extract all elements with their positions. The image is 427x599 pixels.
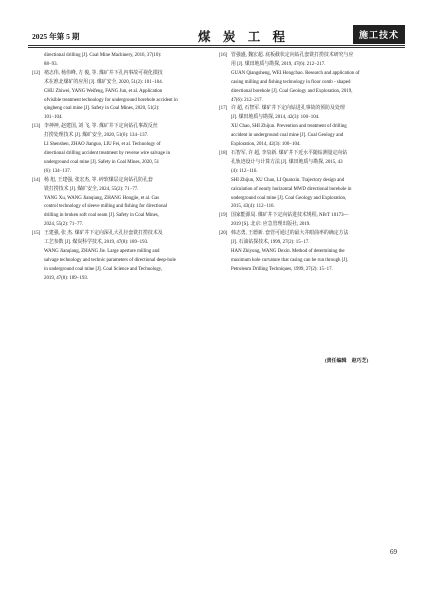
- reference-line: drilling in broken soft coal seam [J]. Safety in Coal Mines,: [44, 213, 159, 219]
- reference-line: 许 超, 石智军. 煤矿井下定向钻进孔事故的预防及处理: [231, 106, 345, 112]
- reference-entry: [32, 123, 208, 176]
- reference-line: calculation of nearly horizontal MWD directional borehole in: [231, 186, 352, 192]
- reference-line: salvage technology and technic parameters of directional deep-hole: [44, 257, 176, 263]
- reference-line: XU Chao, SHI Zhijun. Prevention and treatment of drilling: [231, 124, 347, 130]
- reference-line: 管强盛, 魏宏超. 底板截状定向钻孔套铣打捞技术研究与应: [231, 53, 354, 58]
- reference-line: 101−104.: [44, 115, 63, 121]
- reference-line: 88−93.: [44, 61, 58, 67]
- reference-line: directional borehole [J]. Coal Geology and Exploration, 2019,: [231, 88, 353, 94]
- reference-entry: [219, 150, 395, 212]
- reference-entry: [32, 52, 208, 70]
- reference-entry: [219, 230, 395, 275]
- journal-title: 煤 炭 工 程: [198, 29, 290, 44]
- reference-line: maximum hole curvature that casing can be run through [J].: [231, 257, 349, 263]
- header-rule-thin: [28, 47, 405, 48]
- reference-number: [18]: [219, 150, 228, 156]
- reference-line: qingbeng coal mine [J]. Safety in Coal Mines, 2020, 51(2):: [44, 106, 160, 112]
- reference-number: [20]: [219, 231, 228, 237]
- reference-line: 工艺参数 [J]. 煤炭科学技术, 2019, 47(8): 189−193.: [44, 240, 149, 246]
- reference-line: 2019, 47(8): 189−193.: [44, 275, 89, 281]
- reference-entry: [219, 52, 395, 105]
- issue-label: 2025 年第 5 期: [32, 32, 80, 41]
- reference-line: in underground coal mine [J]. Coal Science and Technology,: [44, 266, 163, 272]
- reference-number: [12]: [32, 70, 41, 76]
- reference-line: directional drilling [J]. Coal Mine Machinery, 2016, 37(10):: [44, 53, 162, 58]
- reference-line: 铣打捞技术 [J]. 煤矿安全, 2024, 55(2): 71−77.: [44, 186, 139, 192]
- reference-line: 石智军, 许 超, 李泉新. 煤矿井下近水平随钻测量定向钻: [231, 150, 348, 156]
- references-left-column: [32, 52, 208, 284]
- reference-entry: [219, 105, 395, 150]
- reference-line: underground coal mine [J]. Coal Geology and Exploration,: [231, 195, 347, 201]
- reference-line: 褚志伟, 杨伟峰, 方 俊, 等. 煤矿井下孔内事故可视化摸技: [44, 70, 163, 76]
- reference-number: [14]: [32, 177, 41, 183]
- reference-line: 李神神, 赵建国, 刘 飞, 等. 煤矿井下定向钻孔事故反丝: [44, 124, 158, 130]
- reference-number: [19]: [219, 213, 228, 219]
- header-rule: [28, 45, 405, 46]
- reference-line: 杨 旭, 王建强, 张宏杰, 等. 碎软煤层定向钻孔防孔套: [44, 177, 153, 183]
- reference-line: 用 [J]. 煤田地质与勘探, 2019, 47(6): 212−217.: [231, 61, 326, 67]
- reference-line: ofvisible treatment technology for underground borehole accident in: [44, 97, 178, 103]
- reference-line: casing milling and fishing technology in floor comb - shaped: [231, 79, 351, 85]
- reference-line: 打捞处理技术 [J]. 煤矿安全, 2020, 51(6): 134−137.: [44, 133, 149, 139]
- reference-entry: [219, 212, 395, 230]
- reference-line: accident in underground coal mine [J]. Coal Geology and: [231, 133, 344, 139]
- section-badge: 施工技术: [353, 25, 405, 44]
- reference-line: WANG Jianqiang, ZHANG Jie. Large aperture milling and: [44, 248, 160, 254]
- reference-line: 术在淮北煤矿的应用 [J]. 煤矿安全, 2020, 51(2): 101−104.: [44, 79, 163, 85]
- reference-line: Exploration, 2014, 42(3): 100−104.: [231, 142, 301, 148]
- reference-entry: [32, 230, 208, 283]
- reference-line: 韩志勇, 王德新. 套管可通过的最大井眼曲率的确定方法: [231, 231, 349, 237]
- reference-entry: [32, 70, 208, 123]
- reference-line: 2024, 55(2): 71−77.: [44, 222, 84, 228]
- reference-number: [17]: [219, 106, 228, 112]
- reference-line: LI Shenshen, ZHAO Jianguo, LIU Fei, et al. Technology of: [44, 142, 161, 148]
- reference-line: directional drilling accident treatment by reverse wire salvage in: [44, 150, 171, 156]
- reference-line: YANG Xu, WANG Jianqiang, ZHANG Hongjie, et al. Gas: [44, 195, 160, 201]
- page-number: 69: [390, 548, 397, 556]
- reference-line: underground coal mine [J]. Safety in Coal Mines, 2020, 51: [44, 159, 160, 165]
- reference-line: 2019 [S]. 北京: 应急管理出版社, 2019.: [231, 222, 311, 228]
- editor-credit: (责任编辑 赵巧芝): [325, 359, 369, 364]
- reference-line: 王建强, 张 杰. 煤矿井下定向深孔大孔径套铣打捞技术及: [44, 231, 163, 237]
- reference-line: 47(6): 212−217.: [231, 97, 263, 103]
- reference-line: SHI Zhijun, XU Chao, LI Quanxin. Trajectory design and: [231, 177, 345, 183]
- reference-line: HAN Zhiyong, WANG Dexin. Method of determining the: [231, 248, 345, 254]
- reference-entry: [32, 177, 208, 230]
- reference-number: [16]: [219, 53, 228, 58]
- reference-line: 2015, 43(4): 112−116.: [231, 204, 275, 210]
- reference-number: [13]: [32, 124, 41, 130]
- page-header: [28, 25, 405, 45]
- reference-line: CHU Zhiwei, YANG Weifeng, FANG Jun, et al. Application: [44, 88, 163, 94]
- reference-line: [J]. 煤田地质与勘探, 2014, 42(3): 100−104.: [231, 115, 320, 121]
- reference-number: [15]: [32, 231, 41, 237]
- reference-line: Petroleum Drilling Techniques, 1999, 27(2): 15−17.: [231, 266, 333, 272]
- reference-line: [J]. 石油钻探技术, 1999, 27(2): 15−17.: [231, 240, 310, 246]
- reference-line: GUAN Qiangsheng, WEI Hongchao. Research and application of: [231, 70, 360, 76]
- references-right-column: [219, 52, 395, 275]
- reference-line: control technology of sleeve milling and fishing for directional: [44, 204, 168, 210]
- reference-line: 国家能源局. 煤矿井下定向钻进技术规程, NB/T 10173—: [231, 213, 349, 219]
- reference-line: (4): 112−116.: [231, 168, 258, 174]
- reference-line: (6): 134−137.: [44, 168, 71, 174]
- reference-line: 孔轨迹设计与计算方法 [J]. 煤田地质与勘探, 2015, 43: [231, 159, 343, 165]
